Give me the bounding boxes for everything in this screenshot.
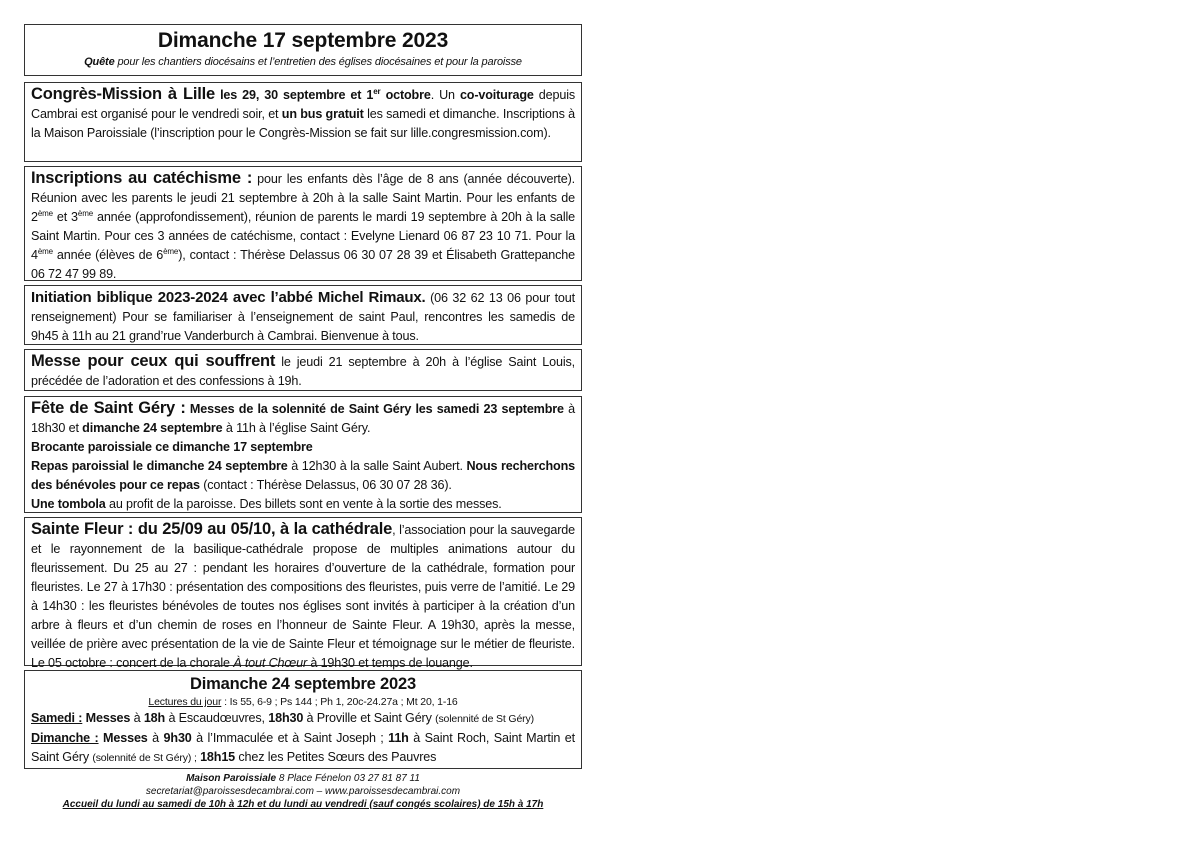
footer — [24, 772, 582, 811]
fete-heading: Fête de Saint Géry : — [31, 399, 186, 417]
catechisme-heading: Inscriptions au catéchisme : — [31, 169, 253, 187]
brocante-line: Brocante paroissiale ce dimanche 17 septembre — [31, 440, 313, 454]
dimanche-24-box: Dimanche 24 septembre 2023 Lectures du jour : Is 55, 6-9 ; Ps 144 ; Ph 1, 20c-24.27a ; Mt 20, 1-16 Samedi : Messes à 18h à Escaudœuvres, 18h30 à Proville et Saint Géry (solennité de St Géry) Dimanche : Messes à 9h30 à l’Immaculée et à Saint Joseph ; 11h à Saint Roch, Saint Martin et Saint Géry (solennité de St Géry) ; 18h15 chez les Petites Sœurs des Pauvres — [24, 670, 582, 769]
sainte-fleur-box: Sainte Fleur : du 25/09 au 05/10, à la cathédrale, l’association pour la sauvegarde et le rayonnement de la basilique-cathédrale propose de multiples animations autour du fleurissement. Du 25 au 27 : pendant les horaires d’ouverture de la cathédrale, formation pour fleuristes. Le 27 à 17h30 : présentation des compositions des fleuristes, puis verre de l’amitié. Le 29 à 14h30 : les fleuristes bénévoles de toutes nos églises sont invités à participer à la création d’un arbre à fleurs et d’un chemin de roses en l’honneur de Sainte Fleur. A 19h30, après la messe, veillée de prière avec présentation de la vie de Sainte Fleur et témoignage sur le métier de fleuriste. Le 05 octobre : concert de la chorale À tout Chœur à 19h30 et temps de louange. — [24, 517, 582, 666]
page-title: Dimanche 17 septembre 2023 — [157, 29, 449, 52]
footer-maison: Maison Paroissiale 8 Place Fénelon 03 27 81 87 11 — [186, 773, 420, 784]
congres-mission-box: Congrès-Mission à Lille les 29, 30 septembre et 1er octobre. Un co-voiturage depuis Cambrai est organisé pour le vendredi soir, et un bus gratuit les samedi et dimanche. Inscriptions à la Maison Paroissiale (l’inscription pour le Congrès-Mission se fait sur lille.congresmission.com). — [24, 82, 582, 162]
initiation-heading: Initiation biblique 2023-2024 avec l’abbé Michel Rimaux. — [31, 289, 426, 306]
sainte-fleur-heading: Sainte Fleur : du 25/09 au 05/10, à la cathédrale — [31, 520, 393, 538]
lectures-line: Lectures du jour : Is 55, 6-9 ; Ps 144 ; Ph 1, 20c-24.27a ; Mt 20, 1-16 — [148, 696, 458, 708]
fete-saint-gery-box: Fête de Saint Géry : Messes de la solennité de Saint Géry les samedi 23 septembre à 18h30 et dimanche 24 septembre à 11h à l’église Saint Géry. Brocante paroissiale ce dimanche 17 septembre Repas paroissial le dimanche 24 septembre à 12h30 à la salle Saint Aubert. Nous recherchons des bénévoles pour ce repas (contact : Thérèse Delassus, 06 30 07 28 36). Une tombola au profit de la paroisse. Des billets sont en vente à la sortie des messes. — [24, 396, 582, 513]
catechisme-box: Inscriptions au catéchisme : pour les enfants dès l’âge de 8 ans (année découverte). Réunion avec les parents le jeudi 21 septembre à 20h à la salle Saint Martin. Pour les enfants de 2ème et 3ème année (approfondissement), réunion de parents le mardi 19 septembre à 20h à la salle Saint Martin. Pour ces 3 années de catéchisme, contact : Evelyne Lienard 06 87 23 10 71. Pour la 4ème année (élèves de 6ème), contact : Thérèse Delassus 06 30 07 28 39 et Élisabeth Grattepanche 06 72 47 99 89. — [24, 166, 582, 281]
initiation-biblique-box: Initiation biblique 2023-2024 avec l’abbé Michel Rimaux. (06 32 62 13 06 pour tout renseignement) Pour se familiariser à l’enseignement de saint Paul, rencontres les samedis de 9h45 à 11h au 21 grand’rue Vanderburch à Cambrai. Bienvenue à tous. — [24, 285, 582, 345]
dimanche-24-title: Dimanche 24 septembre 2023 — [190, 675, 416, 693]
footer-contact: secretariat@paroissesdecambrai.com – www.paroissesdecambrai.com — [145, 786, 461, 797]
footer-accueil: Accueil du lundi au samedi de 10h à 12h et du lundi au vendredi (sauf congés scolaires) de 15h à 17h — [62, 799, 544, 810]
messe-souffrent-box: Messe pour ceux qui souffrent le jeudi 21 septembre à 20h à l’église Saint Louis, précédée de l’adoration et des confessions à 19h. — [24, 349, 582, 391]
header-box — [24, 24, 582, 76]
quete-line: Quête pour les chantiers diocésains et l’entretien des églises diocésaines et pour la paroisse — [84, 56, 522, 68]
congres-heading: Congrès-Mission à Lille — [31, 85, 216, 103]
messe-souffrent-heading: Messe pour ceux qui souffrent — [31, 352, 276, 370]
